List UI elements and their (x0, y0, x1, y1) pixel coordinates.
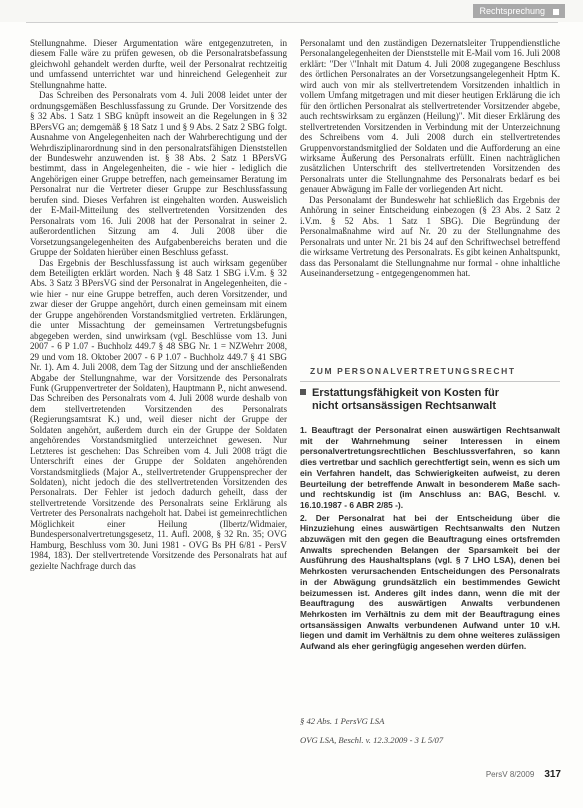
page-footer (486, 769, 561, 780)
page-number: 317 (544, 769, 561, 780)
paragraph: Personalamt und den zuständigen Dezernatsleiter Truppendienstliche Personalangelegenheiten der Dienststelle mit E-Mail vom 16. Juli 2008 erklärt: "Der \"Inhalt mit Datum 4. Juli 2008 zugegangene Beschluss des örtlichen Personalrates an der Vorsetzungsangelegenheit Hptm K. wird auch von mir als stellvertretendem Vorsitzenden inhaltlich in vollem Umfang mitgetragen und mit dieser heutigen Erklärung die ich für den örtlichen Personalrat als stellvertretender Vorsitzender abgebe, auch rechtswirksam zu ergänzen (Heilung)". Mit dieser Erklärung des stellvertretenden Vorsitzenden in Verbindung mit der Unterzeichnung des Schreibens vom 4. Juli 2008 durch ein stellvertretendes Gruppenvorstandsmitglied der Soldaten und die Aufforderung an eine wirksame Äußerung des Personalrats erfüllt. Einen nachträglichen zusätzlichen Unterschrift des stellvertretenden Vorsitzenden des Personalrats unter die Stellungnahme des Personalrats bedarf es bei genauer Abwägung im Falle der vorliegenden Art nicht. (300, 38, 560, 195)
section-heading: ZUM PERSONALVERTRETUNGSRECHT (300, 366, 560, 380)
paragraph: Das Schreiben des Personalrats vom 4. Juli 2008 leidet unter der ordnungsgemäßen Beschlussfassung zu Grunde. Der Vorsitzende des § 32 Abs. 1 Satz 1 SBG knüpft insoweit an die Regelungen in § 32 BPersVG an; demgemäß § 18 Satz 1 und § 9 Abs. 2 Satz 2 SBG folgt. Ausnahme von Angelegenheiten nach der Wahrberechtigung und der Wehrdisziplinarordnung sind in den personalratsfähigen Dienststellen der Bundeswehr anzuwenden ist. § 38 Abs. 2 Satz 1 BPersVG bestimmt, dass in Angelegenheiten, die - wie hier - lediglich die Angehörigen einer Gruppe betreffen, nach gemeinsamer Beratung im Personalrat nur die Vertreter dieser Gruppe zur Beschlussfassung berufen sind. Dieses Verfahren ist eingehalten worden. Ausweislich der E-Mail-Mitteilung des stellvertretenden Vorsitzenden des Personalrats vom 16. Juli 2008 hat der Personalrat in seiner 2. außerordentlichen Sitzung am 4. Juli 2008 über die Vorsetzungsangelegenheiten des Aufgabenbereichs beraten und die Gruppe der Soldaten hierüber einen Beschluss gefasst. (30, 90, 287, 258)
article-title (300, 387, 560, 413)
title-line: Erstattungsfähigkeit von Kosten für (312, 387, 500, 399)
headnotes (300, 425, 560, 705)
right-column-top (300, 38, 560, 356)
statute-reference: § 42 Abs. 1 PersVG LSA (300, 716, 385, 726)
section-tab-label: Rechtsprechung (479, 6, 545, 16)
running-header (0, 0, 583, 22)
court-reference: OVG LSA, Beschl. v. 12.3.2009 - 3 L 5/07 (300, 735, 444, 745)
headnote: 1. Beauftragt der Personalrat einen auswärtigen Rechtsanwalt mit der Wahrnehmung seiner Interessen in einem personalvertretungsrechtlichen Beschlussverfahren, so kann dies vertretbar und sachlich gerechtfertigt sein, wenn es sich um ein Verfahren handelt, das Schwierigkeiten aufweist, zu deren Beurteilung der betreffende Anwalt in besonderem Maße sach- und rechtskundig ist (im Anschluss an: BAG, Beschl. v. 16.10.1987 - 6 ABR 2/85 -). (300, 425, 560, 510)
paragraph: Stellungnahme. Dieser Argumentation wäre entgegenzutreten, in diesem Falle wäre zu prüfen gewesen, ob die Personalratsbefassung gleichwohl gehandelt werden durfte, weil der Personalrat rechtzeitig und umfassend unterrichtet war und hinreichend Gelegenheit zur Stellungnahme hatte. (30, 38, 287, 90)
paragraph: Das Personalamt der Bundeswehr hat schließlich das Ergebnis der Anhörung in seiner Entscheidung einbezogen (§ 23 Abs. 2 Satz 2 i.V.m. § 52 Abs. 1 Satz 1 SBG). Die Begründung der Personalmaßnahme wird auf Nr. 20 zu der Stellungnahme des Personalrats und unter Nr. 21 bis 24 auf den Schriftwechsel betreffend die wirksame Vertretung des Personalrats. Es gibt keinen Anhaltspunkt, dass das Personalamt die Stellungnahme nur formal - ohne inhaltliche Auseinandersetzung - entgegengenommen hat. (300, 194, 560, 278)
square-icon (553, 9, 559, 15)
headnote: 2. Der Personalrat hat bei der Entscheidung über die Hinzuziehung eines auswärtigen Rechtsanwalts den Nutzen abzuwägen mit den gegen die Beauftragung eines ortsfremden Anwalts sprechenden Belangen der Sparsamkeit bei der Ausführung des Haushaltsplans (vgl. § 7 LHO LSA), denen bei Mehrkosten verursachenden Entscheidungen des Personalrats in der Abwägung grundsätzlich ein bestimmendes Gewicht beizumessen ist. Anderes gilt indes dann, wenn die mit der Beauftragung des auswärtigen Anwalts verbundenen Mehrkosten im Verhältnis zu dem mit der Beauftragung eines ortsansässigen Anwalts verbundenen Aufwand unter 10 v.H. liegen und damit im Verhältnis zu dem ohne weiteres zulässigen Aufwand als eher geringfügig angesehen werden dürfen. (300, 512, 560, 652)
paragraph: Das Ergebnis der Beschlussfassung ist auch wirksam gegenüber dem Beteiligten erklärt worden. Nach § 48 Satz 1 SBG i.V.m. § 32 Abs. 3 Satz 3 BPersVG sind der Personalrat in Angelegenheiten, die - wie hier - nur eine Gruppe betreffen, auch deren Vorsitzender, und zwar dieser der Gruppe angehört, durch einen gemeinsam mit einem der Gruppe angehörenden Vorstandsmitglied vertreten. Erklärungen, die unter Missachtung der gemeinsamen Vertretungsbefugnis abgegeben werden, sind unwirksam (vgl. Beschlüsse vom 13. Juni 2007 - 6 P 1.07 - Buchholz 449.7 § 48 SBG Nr. 1 = NZWehrr 2008, 29 und vom 18. Oktober 2007 - 6 P 1.07 - Buchholz 449.7 § 41 SBG Nr. 1). Am 4. Juli 2008, dem Tag der Sitzung und der anschließenden Abgabe der Stellungnahme, war der Vorsitzende des Personalrats Funk (Gruppenvertreter der Soldaten), Hauptmann P., nicht anwesend. Das Schreiben des Personalrats vom 4. Juli 2008 wurde deshalb von dem stellvertretenden Vorsitzenden des Personalrats (Regierungsamtsrat K.) und, weil dieser nicht der Gruppe der Soldaten angehört, außerdem durch ein der Gruppe der Soldaten angehörendes Vorstandsmitglied unterzeichnet gewesen. Nur Letzteres ist geschehen: Das Schreiben vom 4. Juli 2008 trägt die Unterschrift eines der Gruppe der Soldaten angehörenden Vorstandsmitglieds (Major A., stellvertretender Gruppensprecher der Soldaten), nicht jedoch die des stellvertretenden Vorsitzenden des Personalrats. Der Fehler ist jedoch dadurch geheilt, dass der stellvertretende Vorsitzende des Personalrats seine Erklärung als Vertreter des Personalrats nachgeholt hat. Dabei ist gemeinrechtlichen Möglichkeit einer Heilung (Ilbertz/Widmaier, Bundespersonalvertretungsgesetz, 11. Aufl. 2008, § 32 Rn. 35; OVG Hamburg, Beschluss vom 30. Juni 1981 - OVG Bs PH 6/81 - PersV 1984, 183). Der stellvertretende Vorsitzende des Personalrats hat auf gezielte Nachfrage durch das (30, 257, 287, 571)
issue-label: PersV 8/2009 (485, 770, 535, 779)
header-rule (26, 22, 558, 23)
section-tab (473, 4, 565, 18)
square-bullet-icon (300, 389, 306, 395)
left-column (30, 38, 287, 768)
title-line: nicht ortsansässigen Rechtsanwalt (312, 400, 496, 412)
